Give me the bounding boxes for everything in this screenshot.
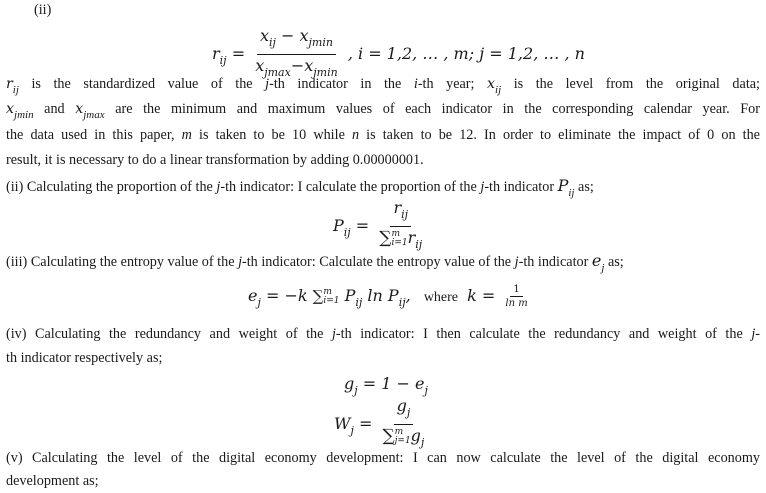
eq3-ln: ln P — [362, 286, 399, 305]
weight-equation: $W_j$ = $g_j$ ∑ m j=1 $g_j$ — [334, 396, 429, 453]
xmax-symbol-sub: jmax — [83, 109, 105, 121]
eq2-numerator — [390, 198, 411, 227]
s4-a: (iv) Calculating the redundancy and weight of the — [6, 326, 332, 342]
xmin-symbol-sub: jmin — [14, 109, 34, 121]
s3-a: (iii) Calculating the entropy value of the — [6, 254, 239, 270]
eq2-sum: ∑ — [379, 228, 392, 248]
p1-text-f: -th year; — [417, 76, 488, 92]
eq5-sum-sub: j=1 — [394, 435, 411, 446]
s3-e-sym: e — [591, 251, 602, 270]
s2-j2: j — [480, 179, 485, 195]
para1-line1 — [6, 76, 760, 96]
eq3-mid: = −k — [260, 286, 313, 305]
eq1-den-b: x — [304, 56, 314, 75]
eq2-num: r — [393, 198, 402, 217]
s4-c: -th indicator: I then calculate the redundancy and weight of the — [335, 326, 752, 342]
eq5-sum: ∑ — [382, 426, 395, 446]
s2-j1: j — [216, 179, 221, 195]
s4-j2: j — [751, 326, 756, 342]
x-symbol: x — [487, 76, 496, 92]
s2-p-sub: ij — [568, 187, 575, 199]
normalization-equation: $r_{ij}$ = $\frac{x_{ij} - x_{jmin}}{x_{jmax}-x_{jmin}}$ , i = 1,2, … , m; j = 1,2, … , n — [212, 26, 585, 83]
p1-m: m — [181, 127, 192, 143]
s3-j2: j — [514, 254, 519, 270]
p1-i: i — [413, 76, 418, 92]
s2-c: -th indicator: I calculate the proportion of the — [220, 179, 481, 195]
eq3-comma: , — [405, 286, 411, 305]
s3-g: as; — [604, 254, 624, 270]
s3-e-sub: j — [601, 262, 605, 274]
eq5-fraction — [379, 396, 427, 453]
eq3-sum-sup: m — [323, 286, 332, 297]
s3-c: -th indicator: Calculate the entropy value of the — [242, 254, 515, 270]
step4-line1 — [6, 326, 760, 343]
step5-line2 — [6, 473, 760, 490]
p1-n: n — [351, 127, 360, 143]
eq3-p: P — [339, 286, 356, 305]
xmax-symbol: x — [75, 101, 84, 117]
p1-j: j — [265, 76, 270, 92]
eq3-k-num: 1 — [510, 284, 522, 297]
eq5-num-sub: j — [406, 406, 411, 419]
s2-g: as; — [574, 179, 594, 195]
s5-l2: development as; — [6, 473, 99, 489]
s5-l1: (v) Calculating the level of the digital economy development: I can now calculate the level of the digital economy — [6, 450, 760, 466]
para1-line3 — [6, 127, 760, 144]
eq5-w-sub: j — [350, 424, 354, 437]
eq2-fraction — [376, 198, 425, 255]
eq2-sum-sub: i=1 — [391, 237, 408, 248]
eq1-denominator: $x_{jmax}-x_{jmin}$ — [255, 56, 338, 79]
eq5-numerator — [394, 396, 414, 425]
p1-and: and — [33, 101, 76, 117]
section-label-text: (ii) — [34, 2, 52, 18]
eq1-num-b: x — [299, 26, 309, 45]
xmin-symbol: x — [6, 101, 15, 117]
eq2-sum-sup: m — [391, 228, 400, 239]
eq1-lhs-sub: ij — [219, 54, 227, 67]
s4-l2: th indicator respectively as; — [6, 350, 163, 366]
x-symbol-sub: ij — [495, 84, 502, 96]
s2-p: P — [557, 176, 569, 195]
eq5-den-g: g — [410, 426, 421, 445]
para1-line4 — [6, 152, 760, 169]
eq1-den-b-sub: jmin — [313, 66, 338, 79]
eq1-num-a: x — [259, 26, 269, 45]
eq5-sum-sup: m — [394, 426, 404, 437]
section-label — [34, 2, 760, 19]
eq4-g: g — [344, 374, 355, 393]
eq1-numerator: $x_{ij} - x_{jmin}$ — [257, 26, 336, 55]
eq5-denominator — [379, 425, 427, 453]
eq4-rhs: = 1 − e — [357, 374, 425, 393]
eq2-lhs-sub: ij — [343, 226, 351, 239]
eq1-den-a-sub: jmax — [264, 66, 291, 79]
eq3-k-den: ln m — [505, 298, 528, 309]
eq5-den-g-sub: j — [420, 436, 425, 449]
eq3-sum: ∑ — [312, 287, 324, 305]
eq5-w: W — [334, 414, 351, 433]
eq2-lhs: P — [333, 216, 344, 235]
r-symbol-sub: ij — [12, 84, 19, 96]
p1-text-l3c: is taken to be 10 while — [191, 127, 352, 143]
para1-line2 — [6, 101, 760, 121]
eq1-den-a: x — [255, 56, 265, 75]
eq1-lhs-sym: r — [212, 44, 220, 63]
eq2-num-sub: ij — [401, 208, 409, 221]
eq1-num-a-sub: ij — [268, 36, 276, 49]
eq5-num: g — [396, 396, 407, 415]
eq4-g-sub: j — [354, 384, 358, 397]
eq2-den-r: r — [407, 228, 416, 247]
p1-text-l3a: the data used in this paper, — [6, 127, 182, 143]
eq3-where: where — [423, 290, 459, 305]
p1-text-h: is the level from the original data; — [501, 76, 760, 92]
r-symbol: r — [6, 76, 13, 92]
step4-line2 — [6, 350, 760, 367]
p1-text-b: is the standardized value of the — [18, 76, 266, 92]
s3-j1: j — [238, 254, 243, 270]
p1-text-l3e: is taken to be 12. In order to eliminate the impact of 0 on the — [359, 127, 760, 143]
eq4-rhs-sub: j — [424, 384, 428, 397]
entropy-equation — [248, 284, 533, 309]
eq3-k: k = — [467, 286, 496, 305]
eq1-fraction — [252, 26, 341, 83]
eq1-num-b-sub: jmin — [308, 36, 333, 49]
proportion-equation: $P_{ij}$ = $r_{ij}$ ∑ m i=1 $r_{ij}$ — [333, 198, 427, 255]
p1-text-l4: result, it is necessary to do a linear transformation by adding 0.00000001. — [6, 152, 424, 168]
eq1-index-range: , i = 1,2, … , m; j = 1,2, … , n — [347, 44, 585, 63]
s4-j1: j — [331, 326, 336, 342]
redundancy-equation — [344, 374, 428, 397]
eq3-lhs-sub: j — [257, 296, 261, 309]
eq1-lhs — [212, 44, 227, 67]
s3-e: -th indicator — [518, 254, 592, 270]
p1-text-d: -th indicator in the — [269, 76, 414, 92]
s4-e: - — [755, 326, 760, 342]
eq3-ln-sub: ij — [398, 296, 406, 309]
p1-text-l2d: are the minimum and maximum values of each indicator in the corresponding calendar year. For — [104, 101, 760, 117]
step3-line — [6, 251, 760, 274]
s2-e: -th indicator — [484, 179, 558, 195]
eq3-k-fraction — [502, 284, 530, 309]
step2-line — [6, 176, 760, 199]
eq2-den-r-sub: ij — [415, 238, 423, 251]
eq3-lhs: e — [248, 286, 258, 305]
eq3-p-sub: ij — [355, 296, 363, 309]
step5-line1 — [6, 450, 760, 467]
s2-a: (ii) Calculating the proportion of the — [6, 179, 217, 195]
eq3-sum-sub: i=1 — [323, 295, 340, 306]
